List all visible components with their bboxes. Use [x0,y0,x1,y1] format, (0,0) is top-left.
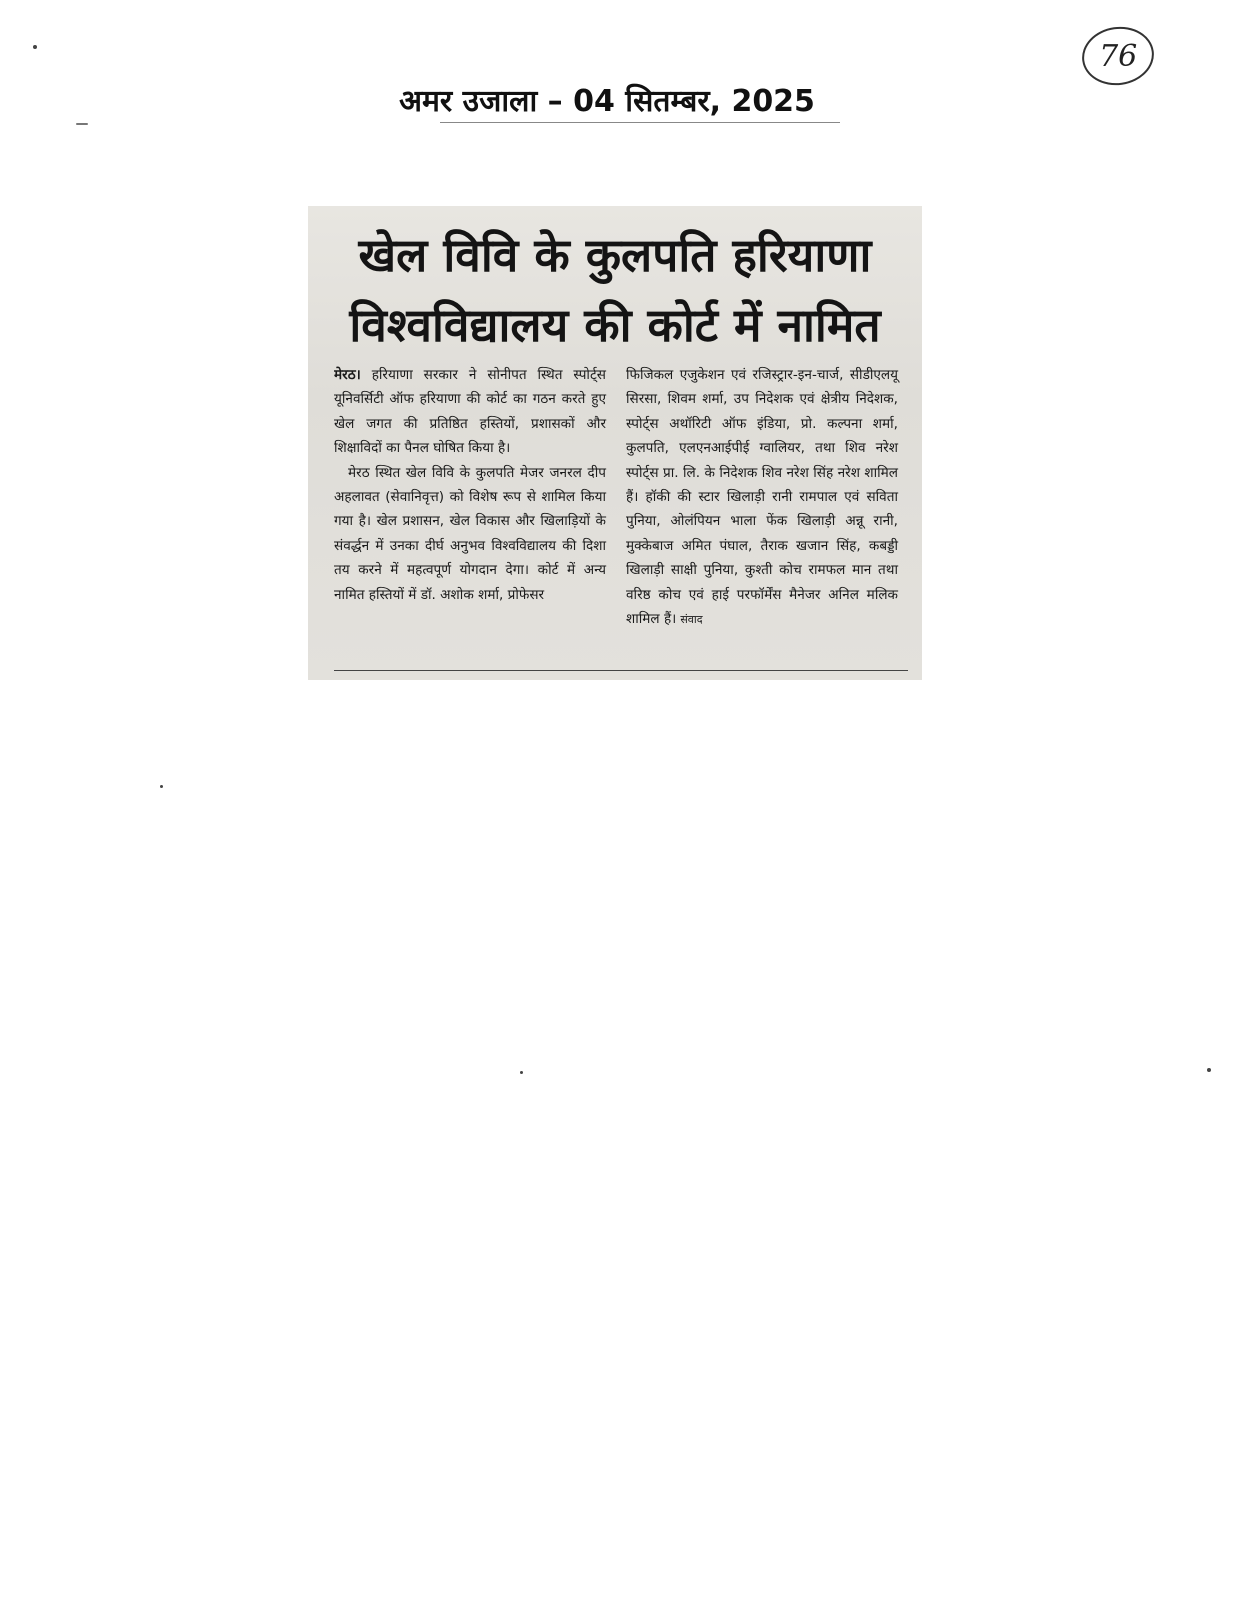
newspaper-clipping [308,206,922,680]
paragraph-1-text: हरियाणा सरकार ने सोनीपत स्थित स्पोर्ट्स यूनिवर्सिटी ऑफ हरियाणा की कोर्ट का गठन करते हुए खेल जगत की प्रतिष्ठित हस्तियों, प्रशासकों और शिक्षाविदों का पैनल घोषित किया है। [334,367,606,457]
scan-speck [160,785,163,788]
article-body [334,363,908,665]
scan-speck [520,1071,523,1074]
article-headline [322,220,908,360]
paragraph-2-continued-text: फिजिकल एजुकेशन एवं रजिस्ट्रार-इन-चार्ज, सीडीएलयू सिरसा, शिवम शर्मा, उप निदेशक एवं क्षेत्रीय निदेशक, स्पोर्ट्स अथॉरिटी ऑफ इंडिया, प्रो. कल्पना शर्मा, कुलपति, एलएनआईपीई ग्वालियर, तथा शिव नरेश स्पोर्ट्स प्रा. लि. के निदेशक शिव नरेश सिंह नरेश शामिल हैं। हॉकी की स्टार खिलाड़ी रानी रामपाल एवं सविता पुनिया, ओलंपियन भाला फेंक खिलाड़ी अन्नू रानी, मुक्केबाज अमित पंघाल, तैराक खजान सिंह, कबड्डी खिलाड़ी साक्षी पुनिया, कुश्ती कोच रामफल मान तथा वरिष्ठ कोच एवं हाई परफॉर्मेंस मैनेजर अनिल मलिक शामिल हैं। [626,367,898,628]
masthead-underline [440,122,840,123]
page-number-stamp [1078,22,1157,89]
page-number: 76 [1098,38,1138,74]
article-credit: संवाद [680,613,703,627]
article-dateline: मेरठ। [334,367,361,383]
scan-speck [76,123,88,125]
article-bottom-rule [334,670,908,671]
newspaper-masthead: अमर उजाला – 04 सितम्बर, 2025 [399,84,815,119]
headline-line-1: खेल विवि के कुलपति हरियाणा [358,228,872,282]
article-column-left [334,363,606,607]
article-paragraph-1 [334,363,606,461]
scan-speck [1207,1068,1211,1072]
headline-line-2: विश्वविद्यालय की कोर्ट में नामित [349,298,881,352]
article-column-right [626,363,898,632]
scan-speck [33,45,37,49]
article-paragraph-2-part-2 [626,363,898,632]
article-paragraph-2-part-1: मेरठ स्थित खेल विवि के कुलपति मेजर जनरल दीप अहलावत (सेवानिवृत्त) को विशेष रूप से शामिल किया गया है। खेल प्रशासन, खेल विकास और खिलाड़ियों के संवर्द्धन में उनका दीर्घ अनुभव विश्वविद्यालय की दिशा तय करने में महत्वपूर्ण योगदान देगा। कोर्ट में अन्य नामित हस्तियों में डॉ. अशोक शर्मा, प्रोफेसर [334,464,606,603]
